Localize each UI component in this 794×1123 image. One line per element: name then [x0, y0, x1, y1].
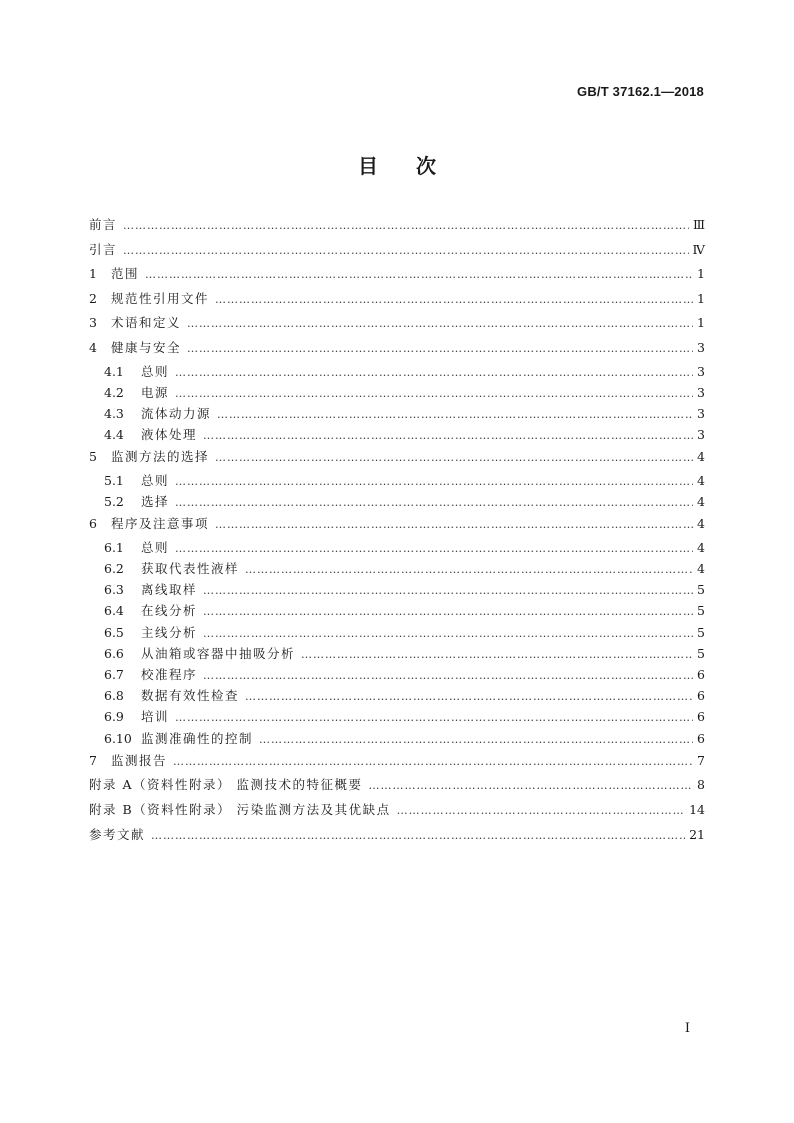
toc-entry-label: 前言	[89, 217, 118, 232]
toc-entry-label: 培训	[141, 709, 170, 725]
toc-entry-page: 1	[697, 266, 705, 282]
toc-entry-label: 离线取样	[141, 582, 198, 598]
toc-entry-number: 6.5	[104, 624, 124, 640]
toc-entry-number: 6.3	[104, 582, 124, 598]
toc-entry-page: 4	[697, 472, 705, 488]
toc-entry-page: 4	[697, 494, 705, 510]
toc-entry-page: 3	[697, 339, 705, 355]
toc-entry-number: 6.1	[104, 539, 124, 555]
toc-entry-page: 8	[697, 777, 705, 793]
page-number: I	[684, 1021, 690, 1036]
toc-entry-label: 引言	[89, 241, 118, 257]
toc-entry-label: 流体动力源	[141, 405, 212, 421]
toc-entry-label: 从油箱或容器中抽吸分析	[141, 645, 296, 661]
toc-entry-number: 2	[89, 290, 97, 306]
toc-entry-label: 在线分析	[141, 603, 198, 619]
toc-entry[interactable]	[89, 823, 705, 848]
toc-entry-number: 4.2	[104, 384, 124, 400]
dot-leader	[397, 799, 685, 824]
toc-entry[interactable]	[89, 287, 705, 312]
toc-entry[interactable]	[89, 336, 705, 361]
toc-entry[interactable]	[89, 706, 705, 727]
toc-entry[interactable]	[89, 622, 705, 643]
toc-entry-label: 总则	[141, 539, 170, 555]
dot-leader	[203, 425, 693, 446]
toc-entry-number: 3	[89, 315, 97, 331]
dot-leader	[215, 513, 693, 538]
toc-entry[interactable]	[89, 311, 705, 336]
dot-leader	[301, 644, 693, 665]
toc-entry[interactable]	[89, 643, 705, 664]
toc-entry-number: 6.8	[104, 688, 124, 704]
toc-entry-number: 5	[89, 449, 97, 465]
toc-entry-label: 校准程序	[141, 667, 198, 682]
toc-entry-page: 5	[697, 603, 705, 619]
toc-entry-number: 4.1	[104, 363, 124, 379]
toc-entry-number: 6.9	[104, 709, 124, 725]
dot-leader	[215, 446, 693, 471]
toc-entry-number: 6.7	[104, 667, 124, 682]
table-of-contents	[89, 213, 705, 847]
toc-entry-page: 4	[697, 539, 705, 555]
toc-entry-page: 5	[697, 582, 705, 598]
dot-leader	[123, 214, 689, 239]
toc-entry-label: 附录 A（资料性附录） 监测技术的特征概要	[89, 777, 363, 793]
toc-entry-number: 4	[89, 339, 97, 355]
toc-entry-number: 6.6	[104, 645, 124, 661]
toc-entry-page: 6	[697, 709, 705, 725]
toc-entry-page: 4	[697, 449, 705, 465]
toc-entry-number: 6	[89, 516, 97, 532]
toc-entry-number: 6.4	[104, 603, 124, 619]
dot-leader	[203, 623, 693, 644]
dot-leader	[175, 492, 693, 513]
dot-leader	[145, 263, 693, 288]
toc-entry[interactable]	[89, 491, 705, 512]
toc-entry[interactable]	[89, 537, 705, 558]
dot-leader	[215, 288, 693, 313]
toc-entry-page: 3	[697, 427, 705, 443]
toc-entry-number: 1	[89, 266, 97, 282]
toc-entry-page: 5	[697, 624, 705, 640]
toc-entry-number: 5.2	[104, 494, 124, 510]
dot-leader	[175, 471, 693, 492]
toc-entry-page: 21	[689, 826, 705, 842]
dot-leader	[368, 774, 693, 799]
toc-entry-number: 6.10	[104, 730, 132, 746]
dot-leader	[217, 404, 693, 425]
toc-entry-number: 4.4	[104, 427, 124, 443]
toc-entry[interactable]	[89, 238, 705, 263]
toc-entry-label: 数据有效性检查	[141, 688, 240, 704]
toc-entry[interactable]	[89, 749, 705, 774]
toc-entry-label: 主线分析	[141, 624, 198, 640]
dot-leader	[175, 538, 693, 559]
toc-entry-page: 4	[697, 516, 705, 532]
toc-entry-label: 总则	[141, 363, 170, 379]
dot-leader	[175, 383, 693, 404]
toc-entry[interactable]	[89, 424, 705, 445]
toc-entry-label: 附录 B（资料性附录） 污染监测方法及其优缺点	[89, 801, 391, 817]
toc-entry-page: 3	[697, 384, 705, 400]
toc-entry-label: 参考文献	[89, 826, 146, 842]
toc-entry-label: 液体处理	[141, 427, 198, 443]
toc-entry-label: 范围	[111, 266, 140, 282]
dot-leader	[187, 312, 693, 337]
toc-entry[interactable]	[89, 728, 705, 749]
toc-entry-page: 14	[689, 801, 705, 817]
toc-entry-label: 规范性引用文件	[111, 290, 210, 306]
toc-entry[interactable]	[89, 685, 705, 706]
dot-leader	[203, 601, 693, 622]
toc-entry-page: 6	[697, 730, 705, 746]
toc-entry[interactable]	[89, 403, 705, 424]
toc-entry[interactable]	[89, 262, 705, 287]
toc-entry[interactable]	[89, 798, 705, 823]
dot-leader	[123, 239, 688, 264]
toc-entry-label: 总则	[141, 472, 170, 488]
toc-entry-number: 5.1	[104, 472, 124, 488]
dot-leader	[259, 729, 693, 750]
toc-entry-label: 术语和定义	[111, 315, 182, 331]
toc-entry[interactable]	[89, 600, 705, 621]
toc-entry[interactable]	[89, 579, 705, 600]
toc-entry-page: 1	[697, 315, 705, 331]
toc-entry-page: 6	[697, 667, 705, 682]
dot-leader	[175, 362, 693, 383]
toc-entry[interactable]	[89, 512, 705, 537]
toc-entry-label: 选择	[141, 494, 170, 510]
dot-leader	[151, 824, 685, 849]
toc-entry-label: 获取代表性液样	[141, 561, 240, 577]
toc-entry[interactable]	[89, 213, 705, 238]
toc-entry-page: Ⅳ	[692, 241, 705, 257]
dot-leader	[187, 337, 693, 362]
toc-entry-label: 监测准确性的控制	[141, 730, 254, 746]
dot-leader	[245, 559, 693, 580]
toc-entry-page: 3	[697, 363, 705, 379]
toc-entry-number: 4.3	[104, 405, 124, 421]
toc-entry-label: 健康与安全	[111, 339, 182, 355]
toc-entry[interactable]	[89, 445, 705, 470]
toc-entry-page: 7	[697, 752, 705, 768]
dot-leader	[175, 707, 693, 728]
toc-entry-page: 3	[697, 405, 705, 421]
dot-leader	[173, 750, 693, 775]
toc-entry-label: 电源	[141, 384, 170, 400]
toc-entry-label: 程序及注意事项	[111, 516, 210, 532]
toc-entry-label: 监测报告	[111, 752, 168, 768]
standard-code: GB/T 37162.1—2018	[577, 84, 704, 99]
toc-entry-number: 6.2	[104, 561, 124, 577]
toc-entry[interactable]	[89, 558, 705, 579]
page-title: 目次	[358, 154, 474, 178]
toc-entry[interactable]	[89, 470, 705, 491]
toc-entry-number: 7	[89, 752, 97, 768]
toc-entry-label: 监测方法的选择	[111, 449, 210, 465]
toc-entry-page: 5	[697, 645, 705, 661]
toc-entry-page: 4	[697, 561, 705, 577]
dot-leader	[203, 580, 693, 601]
toc-entry-page: 6	[697, 688, 705, 704]
toc-entry[interactable]	[89, 664, 705, 685]
toc-entry[interactable]	[89, 382, 705, 403]
toc-entry-page: 1	[697, 290, 705, 306]
dot-leader	[203, 665, 693, 686]
toc-entry[interactable]	[89, 361, 705, 382]
toc-entry[interactable]	[89, 773, 705, 798]
toc-entry-page: Ⅲ	[692, 217, 705, 232]
dot-leader	[245, 686, 693, 707]
